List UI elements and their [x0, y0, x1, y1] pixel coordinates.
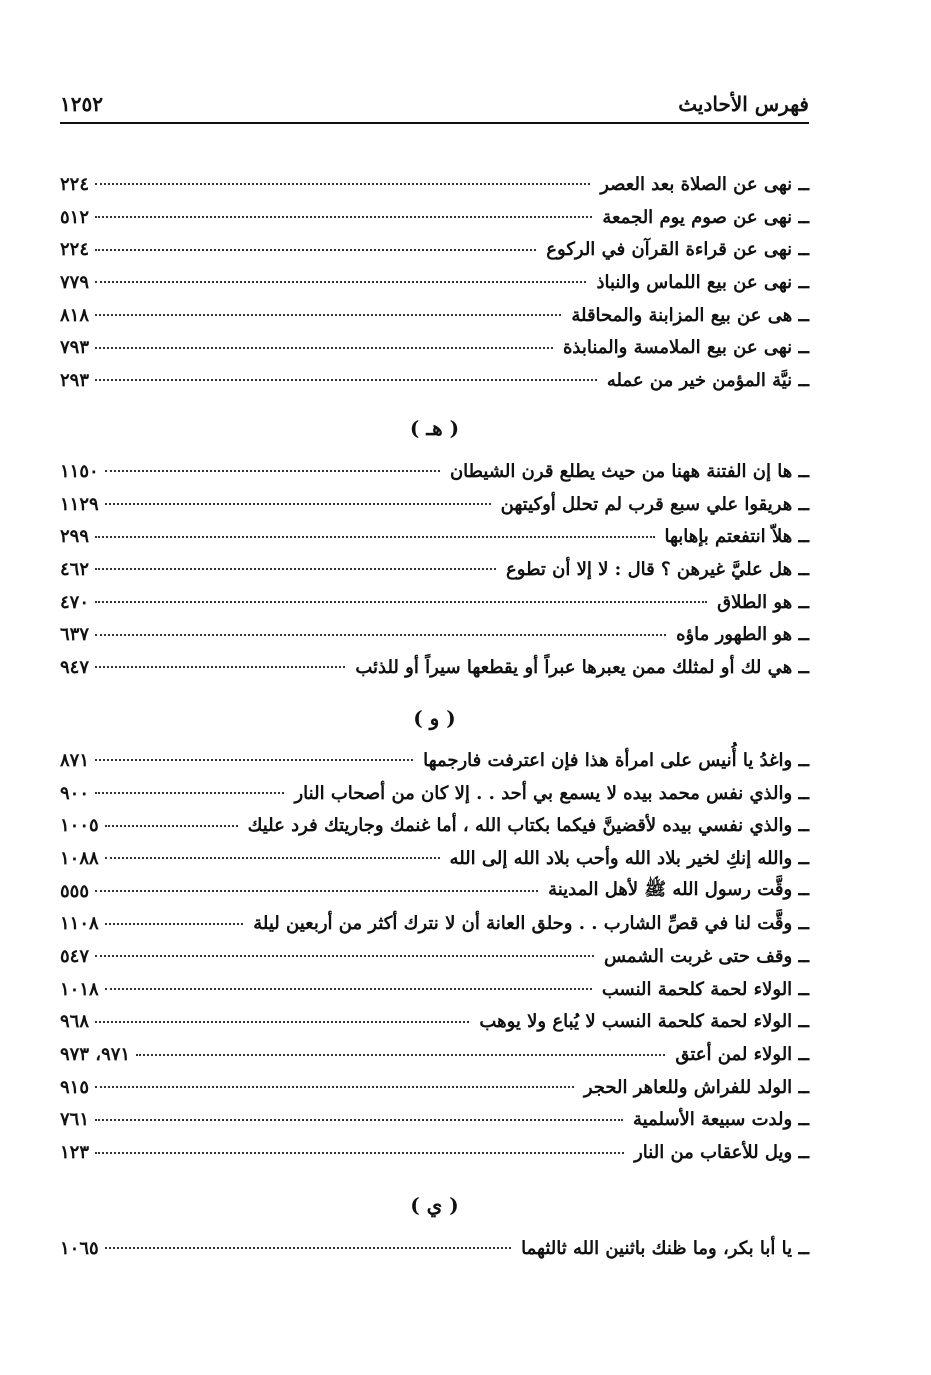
entry-page: ١١٥٠	[60, 460, 99, 482]
entry-text: ــ والله إنكِ لخير بلاد الله وأحب بلاد الله إلى الله	[449, 847, 809, 869]
entry-text: ــ نيَّة المؤمن خير من عمله	[606, 369, 809, 391]
dot-leader	[105, 1247, 511, 1249]
dot-leader	[95, 1119, 623, 1121]
index-entry	[60, 168, 809, 201]
entry-text: ــ هلاّ انتفعتم بإهابها	[664, 526, 809, 548]
page-header	[60, 86, 809, 124]
dot-leader	[95, 634, 666, 636]
dot-leader	[95, 1086, 574, 1088]
dot-leader	[136, 1054, 665, 1056]
index-entry	[60, 1136, 809, 1169]
entry-page: ١٠٠٥	[60, 815, 99, 837]
entry-page: ٧٦١	[60, 1109, 90, 1131]
entry-page: ٦٣٧	[60, 624, 90, 646]
dot-leader	[95, 759, 413, 761]
index-entry	[60, 1104, 809, 1137]
entry-page: ٥٤٧	[60, 945, 90, 967]
entry-text: ــ الولاء لحمة كلحمة النسب لا يُباع ولا يوهب	[479, 1011, 809, 1033]
index-entry	[60, 875, 809, 908]
dot-leader	[95, 379, 597, 381]
section-letter-heading: ( و )	[413, 706, 456, 730]
index-entry	[60, 618, 809, 651]
index-entry	[60, 455, 809, 488]
index-entry	[60, 331, 809, 364]
dot-leader	[95, 1021, 469, 1023]
entry-page: ٩٠٠	[60, 782, 90, 804]
entry-page: ٨١٨	[60, 304, 90, 326]
dot-leader	[105, 923, 244, 925]
entry-page: ٩١٥	[60, 1076, 90, 1098]
entry-text: ــ والذي نفس محمد بيده لا يسمع بي أحد . . إلا كان من أصحاب النار	[294, 782, 809, 804]
section-ya	[60, 1232, 809, 1265]
entry-page: ١١٢٩	[60, 493, 99, 515]
dot-leader	[95, 568, 496, 570]
section-letter-heading: ( هـ )	[409, 416, 460, 440]
index-entry	[60, 488, 809, 521]
dot-leader	[105, 825, 238, 827]
entry-page: ٩٤٧	[60, 656, 90, 678]
entry-text: ــ هل عليَّ غيرهن ؟ قال : لا إلا أن تطوع	[506, 558, 809, 580]
dot-leader	[95, 792, 284, 794]
entry-text: ــ ولدت سبيعة الأسلمية	[633, 1109, 809, 1131]
entry-text: ــ ها إن الفتنة ههنا من حيث يطلع قرن الشيطان	[449, 460, 809, 482]
entry-text: ــ الولاء لمن أعتق	[675, 1044, 809, 1066]
entry-text: ــ هو الطلاق	[717, 591, 809, 613]
section-waw	[60, 744, 809, 1169]
entry-text: ــ وقَّت لنا في قصِّ الشارب . . وحلق العانة أن لا نترك أكثر من أربعين ليلة	[253, 913, 809, 935]
entry-page: ٢٩٩	[60, 526, 90, 548]
entry-page: ٨٧١	[60, 749, 90, 771]
dot-leader	[105, 470, 440, 472]
dot-leader	[95, 216, 592, 218]
index-entry	[60, 1232, 809, 1265]
index-entry	[60, 809, 809, 842]
entry-page: ١٠١٨	[60, 978, 99, 1000]
index-entry	[60, 520, 809, 553]
entry-text: ــ الولاء لحمة كلحمة النسب	[601, 978, 809, 1000]
dot-leader	[95, 1152, 624, 1154]
entry-text: ــ هو الطهور ماؤه	[676, 624, 809, 646]
dot-leader	[95, 536, 655, 538]
dot-leader	[95, 347, 553, 349]
index-entry	[60, 201, 809, 234]
index-entry	[60, 907, 809, 940]
entry-text: ــ وقف حتى غربت الشمس	[603, 945, 809, 967]
index-entry	[60, 1071, 809, 1104]
entry-text: ــ نهى عن قراءة القرآن في الركوع	[546, 239, 809, 261]
dot-leader	[95, 890, 538, 892]
entry-text: ــ وقَّت رسول الله ﷺ لأهل المدينة	[548, 879, 809, 901]
entry-text: ــ يا أبا بكر، وما ظنك باثنين الله ثالثهما	[521, 1237, 809, 1259]
entry-text: ــ نهى عن الصلاة بعد العصر	[600, 173, 809, 195]
entry-page: ٢٩٣	[60, 369, 90, 391]
dot-leader	[95, 314, 561, 316]
section-nun	[60, 168, 809, 397]
entry-text: ــ والذي نفسي بيده لأقضينَّ فيكما بكتاب الله ، أما غنمك وجاريتك فرد عليك	[247, 815, 809, 837]
entry-page: ٩٧١، ٩٧٣	[60, 1044, 131, 1066]
dot-leader	[105, 857, 440, 859]
entry-page: ١٢٣	[60, 1142, 90, 1164]
dot-leader	[95, 666, 345, 668]
entry-text: ــ واغدُ يا أُنيس على امرأة هذا فإن اعترفت فارجمها	[423, 749, 809, 771]
entry-text: ــ الولد للفراش وللعاهر الحجر	[583, 1076, 809, 1098]
dot-leader	[95, 601, 707, 603]
section-ha	[60, 455, 809, 684]
index-entry	[60, 1006, 809, 1039]
entry-text: ــ هريقوا علي سبع قرب لم تحلل أوكيتهن	[500, 493, 809, 515]
entry-text: ــ ويل للأعقاب من النار	[634, 1142, 809, 1164]
index-entry	[60, 842, 809, 875]
dot-leader	[105, 988, 592, 990]
entry-page: ٩٦٨	[60, 1011, 90, 1033]
entry-text: ــ نهى عن بيع اللماس والنباذ	[596, 271, 809, 293]
index-entry	[60, 233, 809, 266]
entry-page: ٧٩٣	[60, 337, 90, 359]
entry-text: ــ هي لك أو لمثلك ممن يعبرها عبراً أو يقطعها سيراً أو للذئب	[355, 656, 809, 678]
entry-page: ٥١٢	[60, 206, 90, 228]
index-entry	[60, 266, 809, 299]
entry-page: ٤٦٢	[60, 558, 90, 580]
dot-leader	[105, 503, 491, 505]
dot-leader	[95, 249, 536, 251]
entry-page: ١٠٦٥	[60, 1237, 99, 1259]
section-letter-heading: ( ي )	[410, 1193, 459, 1217]
index-entry	[60, 651, 809, 684]
entry-text: ــ نهى عن صوم يوم الجمعة	[602, 206, 809, 228]
index-entry	[60, 744, 809, 777]
entry-page: ٤٧٠	[60, 591, 90, 613]
page-number: ١٢٥٢	[60, 92, 103, 116]
entry-text: ــ هى عن بيع المزابنة والمحاقلة	[571, 304, 809, 326]
index-entry	[60, 553, 809, 586]
dot-leader	[95, 183, 590, 185]
entry-text: ــ نهى عن بيع الملامسة والمنابذة	[562, 337, 809, 359]
index-entry	[60, 299, 809, 332]
entry-page: ٧٧٩	[60, 271, 90, 293]
index-entry	[60, 777, 809, 810]
index-entry	[60, 1038, 809, 1071]
entry-page: ٥٥٥	[60, 880, 90, 902]
dot-leader	[95, 955, 594, 957]
index-entry	[60, 364, 809, 397]
entry-page: ٢٢٤	[60, 239, 90, 261]
entry-page: ١١٠٨	[60, 913, 99, 935]
dot-leader	[95, 281, 586, 283]
page-title: فهرس الأحاديث	[678, 92, 809, 116]
entry-page: ١٠٨٨	[60, 847, 99, 869]
entry-page: ٢٢٤	[60, 173, 90, 195]
index-entry	[60, 973, 809, 1006]
index-entry	[60, 586, 809, 619]
index-entry	[60, 940, 809, 973]
